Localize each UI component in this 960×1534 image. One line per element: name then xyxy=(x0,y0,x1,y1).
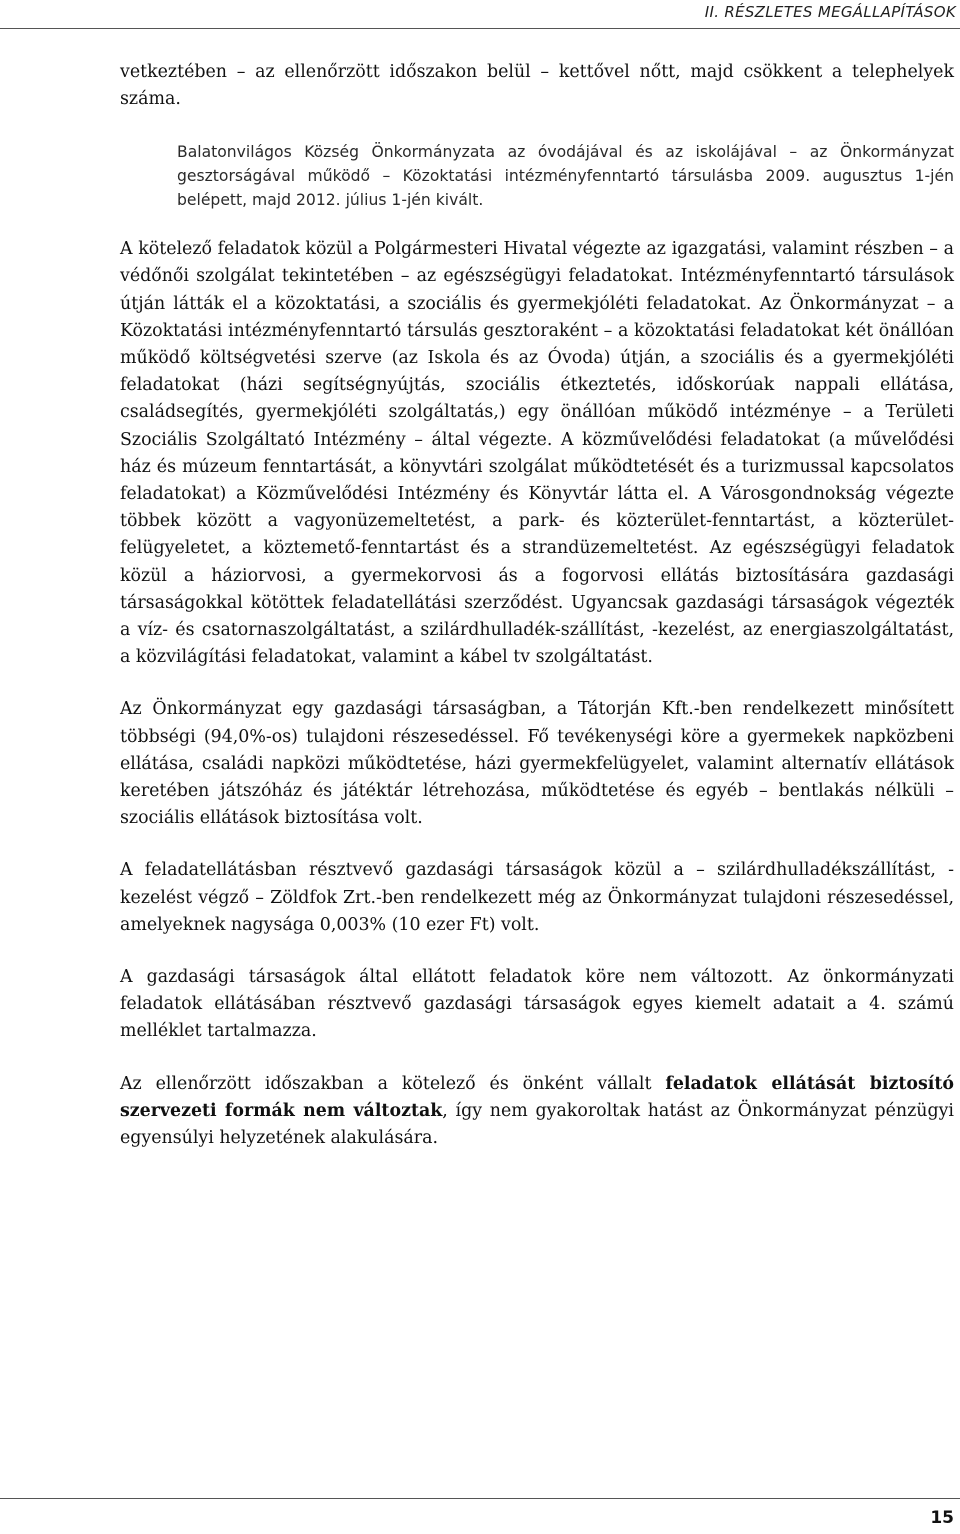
page-number: 15 xyxy=(930,1508,954,1528)
section-title: II. RÉSZLETES MEGÁLLAPÍTÁSOK xyxy=(704,3,956,21)
conclusion-text-end: , így nem gyakoroltak hatást az Önkormányzat pénzügyi egyensúlyi helyzetének alakulására. xyxy=(120,1100,954,1149)
paragraph-company-tasks: A gazdasági társaságok által ellátott feladatok köre nem változott. Az önkormányzati feladatok ellátásában résztvevő gazdasági társaságok egyes kiemelt adatait a 4. számú melléklet tartalmazza. xyxy=(120,967,954,1042)
paragraph-conclusion xyxy=(120,1071,954,1153)
footer-divider xyxy=(0,1498,960,1499)
header-divider xyxy=(0,28,960,29)
paragraph-company-ownership: Az Önkormányzat egy gazdasági társaságban, a Tátorján Kft.-ben rendelkezett minősített többségi (94,0%-os) tulajdoni részesedéssel. Fő tevékenységi köre a gyermekek napközbeni ellátása, családi napközi működtetése, házi gyermekfelügyelet, valamint alternatív ellátások keretében játszóház és játéktár létrehozása, működtetése és egyéb – bentlakás nélküli – szociális ellátások biztosítása volt. xyxy=(120,699,954,829)
page-header xyxy=(0,0,960,30)
paragraph-continuation: vetkeztében – az ellenőrzött időszakon belül – kettővel nőtt, majd csökkent a telephelyek száma. xyxy=(120,62,954,110)
conclusion-text-start: Az ellenőrzött időszakban a kötelező és önként vállalt xyxy=(120,1073,666,1094)
paragraph-mandatory-tasks: A kötelező feladatok közül a Polgármesteri Hivatal végezte az igazgatási, valamint részben – a védőnői szolgálat tekintetében – az egészségügyi feladatokat. Intézményfenntartó társulások útján látták el a közoktatási, a szociális és gyermekjóléti feladatokat. Az Önkormányzat – a Közoktatási intézményfenntartó társulás gesztoraként – a közoktatási feladatokat két önállóan működő költségvetési szerve (az Iskola és az Óvoda) útján, a szociális és a gyermekjóléti feladatokat (házi segítségnyújtás, szociális étkeztetés, időskorúak nappali ellátása, családsegítés, gyermekjóléti szolgáltatás,) egy önállóan működő intézménye – a Területi Szociális Szolgáltató Intézmény – által végezte. A közművelődési feladatokat (a művelődési ház és múzeum fenntartását, a könyvtári szolgálat működtetését és a turizmussal kapcsolatos feladatokat) a Közművelődési Intézmény és Könyvtár látta el. A Városgondnokság végezte többek között a vagyonüzemeltetést, a park- és közterület-fenntartást, a közterület-felügyeletet, a köztemető-fenntartást és a strandüzemeltetést. Az egészségügyi feladatok közül a háziorvosi, a gyermekorvosi ás a fogorvosi ellátás biztosítására gazdasági társaságokkal kötöttek feladatellátási szerződést. Ugyancsak gazdasági társaságok végezték a víz- és csatornaszolgáltatást, a szilárdhulladék-szállítást, -kezelést, az energiaszolgáltatást, a közvilágítási feladatokat, valamint a kábel tv szolgáltatást. xyxy=(120,239,954,668)
paragraph-association-note: Balatonvilágos Község Önkormányzata az óvodájával és az iskolájával – az Önkormányzat gesztorságával működő – Közoktatási intézményfenntartó társulásba 2009. augusztus 1-jén belépett, majd 2012. július 1-jén kivált. xyxy=(177,143,954,209)
paragraph-waste-company: A feladatellátásban résztvevő gazdasági társaságok közül a – szilárdhulladékszállítást, -kezelést végző – Zöldfok Zrt.-ben rendelkezett még az Önkormányzat tulajdoni részesedéssel, amelyeknek nagysága 0,003% (10 ezer Ft) volt. xyxy=(120,860,954,935)
conclusion-emphasis: feladatok ellátását biztosító szervezeti formák nem változtak xyxy=(120,1073,955,1121)
document-body xyxy=(120,59,954,1177)
